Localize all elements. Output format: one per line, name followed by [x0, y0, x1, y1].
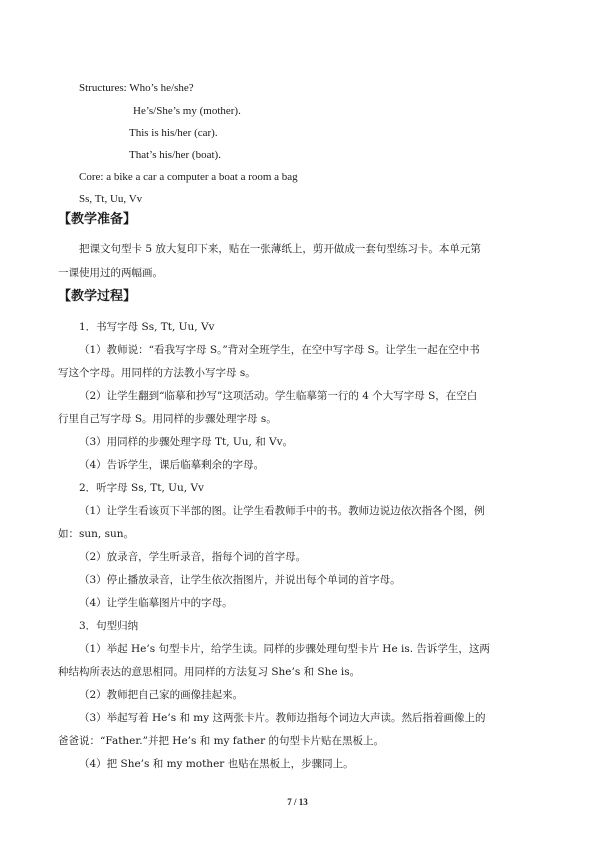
- step-1-2-line-2: 行里自己写字母 S。用同样的步骤处理字母 s。: [58, 413, 277, 425]
- step-1-title: 1．书写字母 Ss, Tt, Uu, Vv: [79, 321, 215, 333]
- step-3-2: （2）教师把自己家的画像挂起来。: [79, 689, 244, 701]
- step-3-1-line-1: （1）举起 He’s 句型卡片，给学生读。同样的步骤处理句型卡片 He is. 告诉学生，这两: [79, 643, 490, 655]
- core-line: Core: a bike a car a computer a boat a room a bag: [79, 171, 298, 183]
- step-1-1-line-1: （1）教师说：“看我写字母 S。”背对全班学生，在空中写字母 S。让学生一起在空中书: [79, 344, 480, 356]
- structures-line-4: That’s his/her (boat).: [129, 149, 221, 161]
- step-3-3-line-2: 爸爸说：“Father.”并把 He’s 和 my father 的句型卡片贴在黑板上。: [58, 735, 385, 747]
- step-2-4: （4）让学生临摹图片中的字母。: [79, 597, 233, 609]
- structures-line-2: He’s/She’s my (mother).: [133, 105, 241, 117]
- prep-heading: 【教学准备】: [58, 212, 137, 227]
- step-2-3: （3）停止播放录音，让学生依次指图片，并说出每个单词的首字母。: [79, 574, 401, 586]
- step-2-1-line-1: （1）让学生看该页下半部的图。让学生看教师手中的书。教师边说边依次指各个图，例: [79, 505, 485, 517]
- prep-paragraph-line-2: 一课使用过的两幅画。: [58, 267, 163, 279]
- step-3-1-line-2: 种结构所表达的意思相同。用同样的方法复习 She’s 和 She is。: [58, 666, 361, 678]
- step-1-1-line-2: 写这个字母。用同样的方法教小写字母 s。: [58, 367, 256, 379]
- structures-line-1: Structures: Who’s he/she?: [79, 82, 194, 94]
- letters-line: Ss, Tt, Uu, Vv: [79, 193, 143, 205]
- process-heading: 【教学过程】: [58, 289, 137, 304]
- step-2-title: 2．听字母 Ss, Tt, Uu, Vv: [79, 482, 204, 494]
- structures-line-3: This is his/her (car).: [129, 127, 218, 139]
- step-1-2-line-1: （2）让学生翻到“临摹和抄写”这项活动。学生临摹第一行的 4 个大写字母 S，在空白: [79, 390, 478, 402]
- page-number: 7 / 13: [287, 797, 308, 807]
- step-3-4: （4）把 She’s 和 my mother 也贴在黑板上，步骤同上。: [79, 758, 354, 770]
- step-1-3: （3）用同样的步骤处理字母 Tt, Uu, 和 Vv。: [79, 436, 294, 448]
- step-2-1-line-2: 如：sun, sun。: [58, 528, 135, 540]
- step-1-4: （4）告诉学生，课后临摹剩余的字母。: [79, 459, 265, 471]
- step-3-3-line-1: （3）举起写着 He’s 和 my 这两张卡片。教师边指每个词边大声读。然后指着画像上的: [79, 712, 486, 724]
- step-2-2: （2）放录音，学生听录音，指每个词的首字母。: [79, 551, 307, 563]
- prep-paragraph-line-1: 把课文句型卡 5 放大复印下来，贴在一张薄纸上，剪开做成一套句型练习卡。本单元第: [79, 243, 481, 255]
- step-3-title: 3．句型归纳: [79, 620, 139, 632]
